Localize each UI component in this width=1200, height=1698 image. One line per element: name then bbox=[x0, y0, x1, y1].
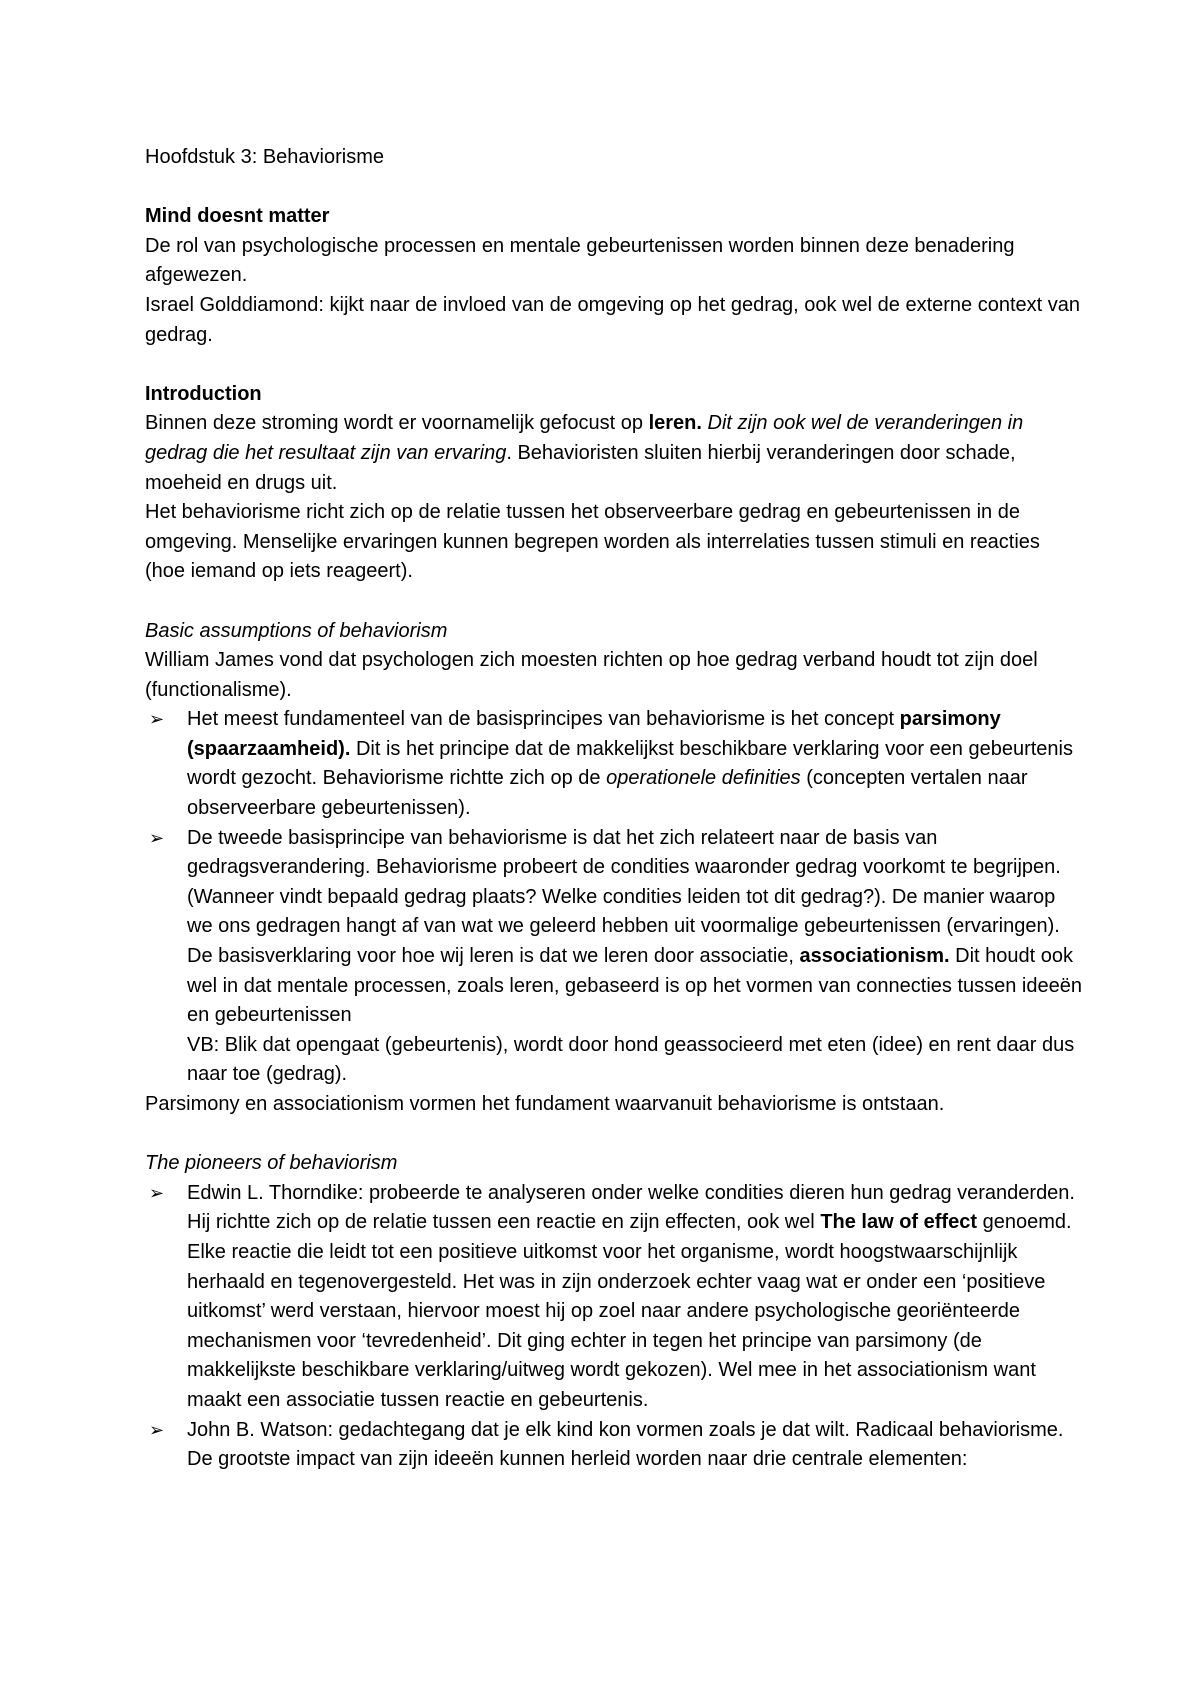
arrow-bullet-icon: ➢ bbox=[149, 1419, 165, 1441]
text-run: Binnen deze stroming wordt er voornamelijk gefocust op bbox=[145, 412, 649, 435]
list-item bbox=[145, 1179, 1085, 1416]
text-run: Dit houdt ook wel in dat mentale processen, zoals leren, gebaseerd is op het vormen van connecties tussen ideeën en gebeurtenissen bbox=[187, 945, 1082, 1027]
text-run: De tweede basisprincipe van behaviorisme is dat het zich relateert naar de basis van gedragsverandering. Behaviorisme probeert de condities waaronder gedrag voorkomt te begrijpen. (Wanneer vindt bepaald gedrag plaats? Welke condities leiden tot dit gedrag?). De manier waarop we ons gedragen hangt af van wat we geleerd hebben uit voormalige gebeurtenissen (ervaringen). De basisverklaring voor hoe wij leren is dat we leren door associatie, bbox=[187, 826, 1061, 968]
arrow-bullet-icon: ➢ bbox=[149, 827, 165, 849]
text-run: Het meest fundamenteel van de basisprincipes van behaviorisme is het concept bbox=[187, 708, 900, 731]
spacer bbox=[145, 173, 1085, 203]
bold-term-parsimony: parsimony (spaarzaamheid). bbox=[187, 708, 1001, 760]
paragraph: William James vond dat psychologen zich moesten richten op hoe gedrag verband houdt tot zijn doel (functionalisme). bbox=[145, 649, 1038, 701]
text-run: Edwin L. Thorndike: probeerde te analyseren onder welke condities dieren hun gedrag veranderden. Hij richtte zich op de relatie tussen een reactie en zijn effecten, ook wel bbox=[187, 1181, 1075, 1234]
list-item bbox=[145, 1416, 1085, 1475]
document-body bbox=[145, 143, 1085, 1475]
spacer bbox=[145, 350, 1085, 380]
bold-term-leren: leren. bbox=[648, 412, 702, 435]
section-heading-introduction: Introduction bbox=[145, 382, 262, 405]
paragraph: Parsimony en associationism vormen het fundament waarvanuit behaviorisme is ontstaan. bbox=[145, 1093, 945, 1115]
paragraph: Het behaviorisme richt zich op de relatie tussen het observeerbare gedrag en gebeurtenissen in de omgeving. Menselijke ervaringen kunnen begrepen worden als interrelaties tussen stimuli en reacties (hoe iemand op iets reageert). bbox=[145, 501, 1040, 583]
italic-term: operationele definities bbox=[606, 767, 801, 790]
list-item bbox=[145, 705, 1085, 823]
text-run: Dit is het principe dat de makkelijkst beschikbare verklaring voor een gebeurtenis wordt gezocht. Behaviorisme richtte zich op de bbox=[187, 737, 1073, 790]
list-item bbox=[145, 824, 1085, 1090]
chapter-title: Hoofdstuk 3: Behaviorisme bbox=[145, 146, 385, 168]
bold-term-associationism: associationism. bbox=[799, 945, 950, 968]
bullet-list bbox=[145, 705, 1085, 1090]
subheading-pioneers: The pioneers of behaviorism bbox=[145, 1152, 398, 1175]
bold-term-law-of-effect: The law of effect bbox=[820, 1211, 978, 1234]
arrow-bullet-icon: ➢ bbox=[149, 1182, 165, 1204]
text-run: genoemd. Elke reactie die leidt tot een positieve uitkomst voor het organisme, wordt hoogstwaarschijnlijk herhaald en tegenovergesteld. Het was in zijn onderzoek echter vaag wat er onder een ‘positieve uitkomst’ werd verstaan, hiervoor moest hij op zoel naar andere psychologische georiënteerde mechanismen voor ‘tevredenheid’. Dit ging echter in tegen het principe van parsimony (de makkelijkste beschikbare verklaring/uitweg wordt gekozen). Wel mee in het associationism want maakt een associatie tussen reactie en gebeurtenis. bbox=[187, 1211, 1072, 1411]
subheading-basic-assumptions: Basic assumptions of behaviorism bbox=[145, 619, 448, 642]
bullet-list bbox=[145, 1179, 1085, 1475]
section-heading-mind: Mind doesnt matter bbox=[145, 205, 330, 228]
paragraph: De rol van psychologische processen en mentale gebeurtenissen worden binnen deze benadering afgewezen. bbox=[145, 234, 1015, 287]
italic-definition: Dit zijn ook wel de veranderingen in gedrag die het resultaat zijn van ervaring bbox=[145, 412, 1024, 464]
spacer bbox=[145, 1120, 1085, 1150]
arrow-bullet-icon: ➢ bbox=[149, 709, 165, 731]
text-run: (concepten vertalen naar observeerbare gebeurtenissen). bbox=[187, 767, 1028, 820]
paragraph bbox=[145, 409, 1085, 498]
example-line: VB: Blik dat opengaat (gebeurtenis), wordt door hond geassocieerd met eten (idee) en rent daar dus naar toe (gedrag). bbox=[187, 1033, 1075, 1086]
text-run: . Behavioristen sluiten hierbij veranderingen door schade, moeheid en drugs uit. bbox=[145, 441, 1016, 494]
spacer bbox=[145, 587, 1085, 617]
text-run: John B. Watson: gedachtegang dat je elk kind kon vormen zoals je dat wilt. Radicaal behaviorisme. De grootste impact van zijn ideeën kunnen herleid worden naar drie centrale elementen: bbox=[187, 1418, 1064, 1471]
paragraph: Israel Golddiamond: kijkt naar de invloed van de omgeving op het gedrag, ook wel de externe context van gedrag. bbox=[145, 293, 1081, 346]
